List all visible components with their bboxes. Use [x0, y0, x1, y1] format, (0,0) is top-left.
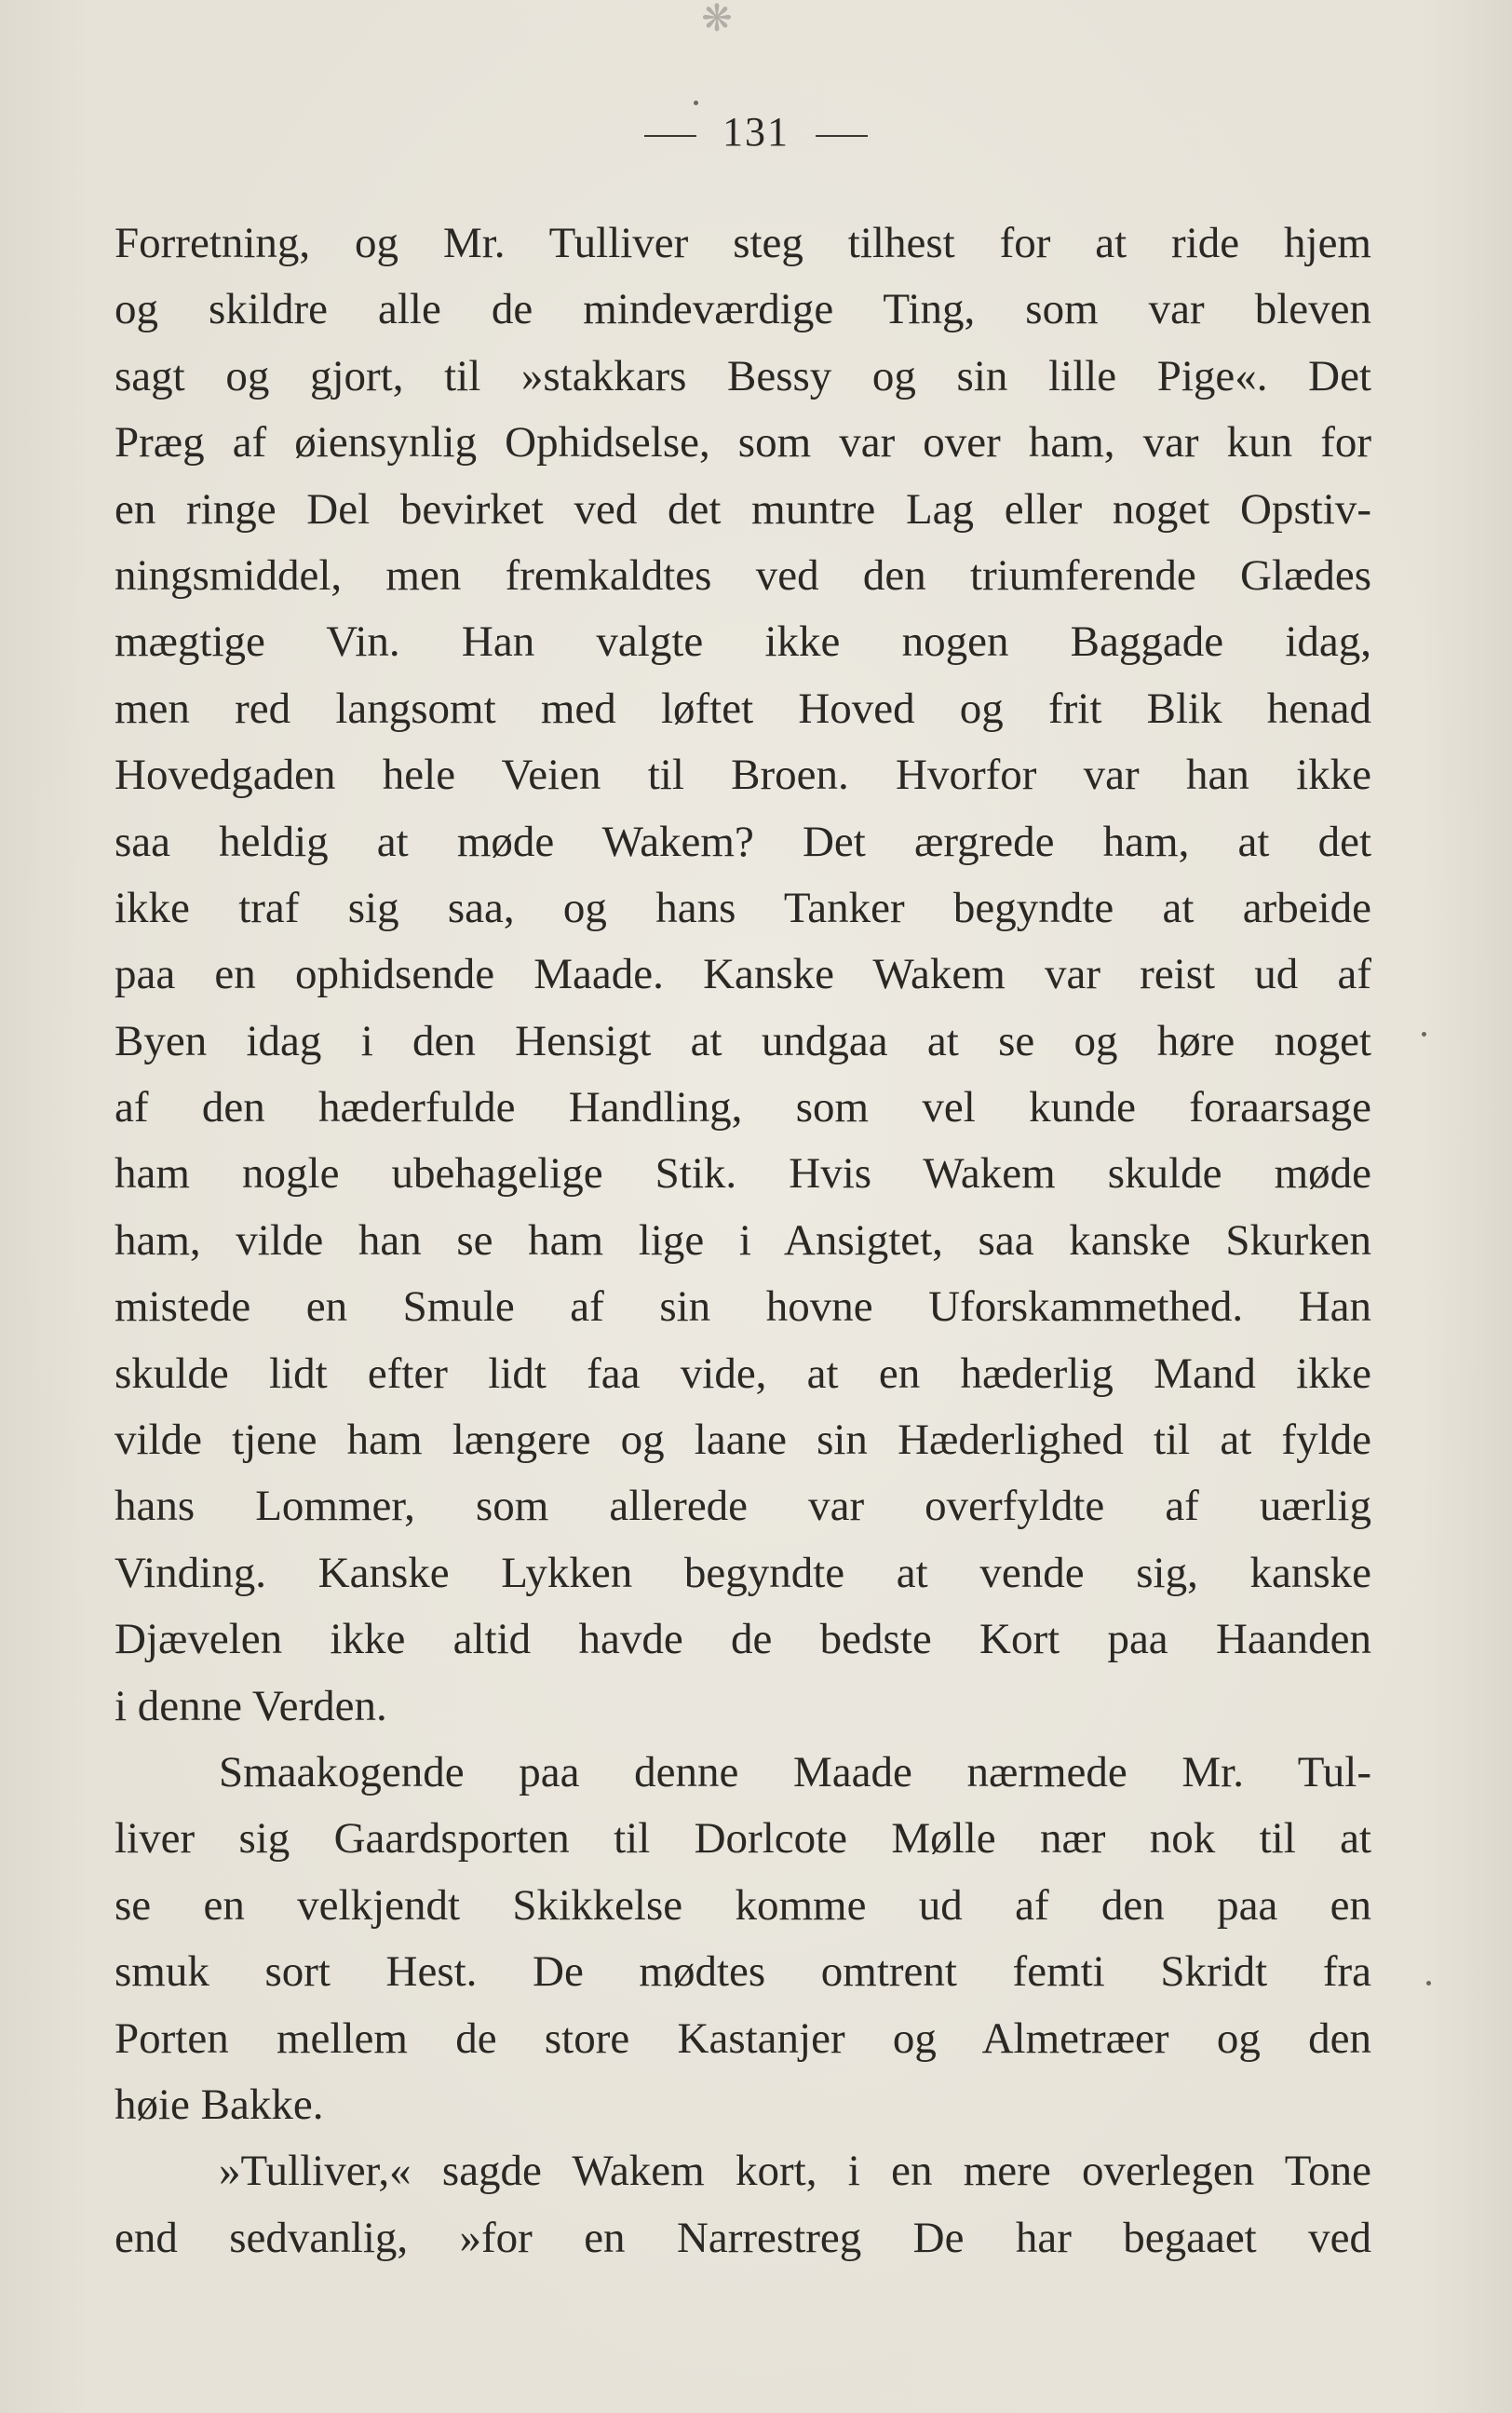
header-dash-left: [644, 135, 696, 137]
text-line: mistede en Smule af sin hovne Uforskammethed. Han: [115, 1282, 1371, 1332]
text-line: i denne Verden.: [115, 1681, 387, 1730]
ink-speck: [1422, 1032, 1426, 1037]
page-number: 131: [722, 109, 790, 155]
text-line: paa en ophidsende Maade. Kanske Wakem var reist ud af: [115, 950, 1371, 999]
text-line: »Tulliver,« sagde Wakem kort, i en mere overlegen Tone: [219, 2147, 1371, 2196]
text-line: en ringe Del bevirket ved det muntre Lag eller noget Opstiv-: [115, 484, 1371, 534]
text-line: Præg af øiensynlig Ophidselse, som var over ham, var kun for: [115, 418, 1371, 468]
text-line: saa heldig at møde Wakem? Det ærgrede ham, at det: [115, 817, 1371, 866]
text-line: hans Lommer, som allerede var overfyldte af uærlig: [115, 1482, 1371, 1531]
text-line: vilde tjene ham længere og laane sin Hæderlighed til at fylde: [115, 1416, 1371, 1465]
text-line: smuk sort Hest. De mødtes omtrent femti Skridt fra: [115, 1947, 1371, 1997]
text-line: liver sig Gaardsporten til Dorlcote Mølle nær nok til at: [115, 1814, 1371, 1864]
text-line: af den hæderfulde Handling, som vel kunde foraarsage: [115, 1083, 1371, 1132]
text-line: Smaakogende paa denne Maade nærmede Mr. Tul-: [219, 1747, 1371, 1796]
text-line: Forretning, og Mr. Tulliver steg tilhest for at ride hjem: [115, 219, 1371, 267]
text-line: ikke traf sig saa, og hans Tanker begyndte at arbeide: [115, 883, 1371, 932]
text-line: ham nogle ubehagelige Stik. Hvis Wakem skulde møde: [115, 1149, 1371, 1199]
ornament-mark: ❋: [701, 0, 733, 39]
text-line: men red langsomt med løftet Hoved og frit Blik henad: [115, 684, 1371, 733]
text-line: sagt og gjort, til »stakkars Bessy og sin lille Pige«. Det: [115, 351, 1371, 400]
text-line: Hovedgaden hele Veien til Broen. Hvorfor var han ikke: [115, 751, 1371, 800]
text-line: ham, vilde han se ham lige i Ansigtet, saa kanske Skurken: [115, 1215, 1371, 1265]
page-header: [0, 104, 1512, 160]
text-line: Porten mellem de store Kastanjer og Almetræer og den: [115, 2013, 1371, 2063]
text-line: høie Bakke.: [115, 2080, 324, 2129]
text-line: og skildre alle de mindeværdige Ting, som var bleven: [115, 285, 1371, 334]
ink-speck: [694, 101, 698, 105]
body-text: [115, 210, 1371, 2271]
text-line: end sedvanlig, »for en Narrestreg De har begaaet ved: [115, 2213, 1371, 2262]
text-line: Vinding. Kanske Lykken begyndte at vende sig, kanske: [115, 1548, 1371, 1597]
text-line: ningsmiddel, men fremkaldtes ved den triumferende Glædes: [115, 550, 1371, 600]
text-line: Djævelen ikke altid havde de bedste Kort paa Haanden: [115, 1615, 1371, 1664]
header-dash-right: [816, 135, 868, 137]
text-line: mægtige Vin. Han valgte ikke nogen Baggade idag,: [115, 617, 1371, 667]
text-line: skulde lidt efter lidt faa vide, at en hæderlig Mand ikke: [115, 1349, 1371, 1398]
text-line: se en velkjendt Skikkelse komme ud af den paa en: [115, 1880, 1371, 1930]
text-line: Byen idag i den Hensigt at undgaa at se og høre noget: [115, 1016, 1371, 1065]
ink-speck: [1426, 1981, 1431, 1986]
